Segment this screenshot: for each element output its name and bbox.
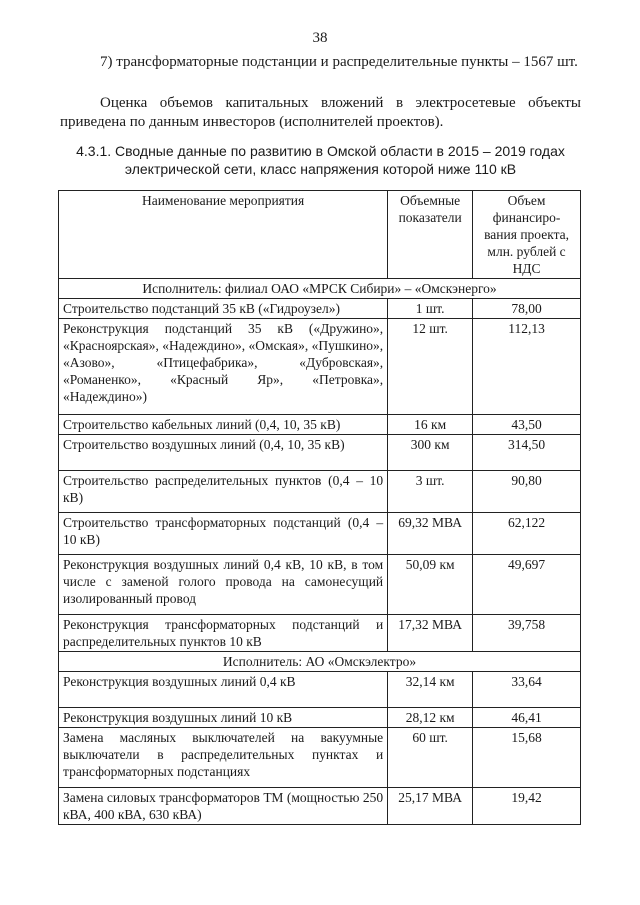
row-finance: 62,122 <box>473 513 581 555</box>
section-title: 4.3.1. Сводные данные по развитию в Омской области в 2015 – 2019 годах электрической сети, класс напряжения которой ниже 110 кВ <box>76 143 565 177</box>
table-row <box>59 788 581 825</box>
row-finance: 19,42 <box>473 788 581 825</box>
group-row <box>59 652 581 672</box>
row-name: Строительство воздушных линий (0,4, 10, 35 кВ) <box>59 435 388 471</box>
row-finance: 33,64 <box>473 672 581 708</box>
row-name: Строительство кабельных линий (0,4, 10, 35 кВ) <box>59 415 388 435</box>
row-name: Строительство трансформаторных подстанций (0,4 – 10 кВ) <box>59 513 388 555</box>
row-volume: 60 шт. <box>388 728 473 788</box>
table-row <box>59 513 581 555</box>
paragraph-substations-count: 7) трансформаторные подстанции и распределительные пункты – 1567 шт. <box>100 54 578 70</box>
row-volume: 12 шт. <box>388 319 473 415</box>
header-volume: Объемные показатели <box>388 191 473 279</box>
page-number: 38 <box>312 30 328 46</box>
row-name: Реконструкция трансформаторных подстанций и распределительных пунктов 10 кВ <box>59 615 388 652</box>
row-name: Строительство подстанций 35 кВ («Гидроузел») <box>59 299 388 319</box>
row-name: Строительство распределительных пунктов (0,4 – 10 кВ) <box>59 471 388 513</box>
table-row <box>59 672 581 708</box>
table-row <box>59 471 581 513</box>
row-volume: 1 шт. <box>388 299 473 319</box>
group-title: Исполнитель: филиал ОАО «МРСК Сибири» – «Омскэнерго» <box>59 279 581 299</box>
table-row <box>59 555 581 615</box>
paragraph-investment-note: Оценка объемов капитальных вложений в электросетевые объекты приведена по данным инвесторов (исполнителей проектов). <box>60 95 581 130</box>
row-finance: 90,80 <box>473 471 581 513</box>
table-header-row <box>59 191 581 279</box>
row-finance: 39,758 <box>473 615 581 652</box>
row-volume: 32,14 км <box>388 672 473 708</box>
row-finance: 49,697 <box>473 555 581 615</box>
table-row <box>59 435 581 471</box>
table-row <box>59 708 581 728</box>
row-volume: 16 км <box>388 415 473 435</box>
row-volume: 17,32 МВА <box>388 615 473 652</box>
row-name: Замена силовых трансформаторов ТМ (мощностью 250 кВА, 400 кВА, 630 кВА) <box>59 788 388 825</box>
row-volume: 3 шт. <box>388 471 473 513</box>
header-finance: Объем финансиро-вания проекта, млн. рублей с НДС <box>473 191 581 279</box>
row-finance: 46,41 <box>473 708 581 728</box>
row-finance: 43,50 <box>473 415 581 435</box>
row-volume: 28,12 км <box>388 708 473 728</box>
row-volume: 300 км <box>388 435 473 471</box>
row-finance: 78,00 <box>473 299 581 319</box>
group-row <box>59 279 581 299</box>
row-name: Реконструкция воздушных линий 0,4 кВ, 10 кВ, в том числе с заменой голого провода на самонесущий изолированный провод <box>59 555 388 615</box>
row-finance: 15,68 <box>473 728 581 788</box>
row-name: Реконструкция воздушных линий 10 кВ <box>59 708 388 728</box>
row-name: Замена масляных выключателей на вакуумные выключатели в распределительных пунктах и трансформаторных подстанциях <box>59 728 388 788</box>
table-row <box>59 615 581 652</box>
row-finance: 112,13 <box>473 319 581 415</box>
row-finance: 314,50 <box>473 435 581 471</box>
row-volume: 69,32 МВА <box>388 513 473 555</box>
header-name: Наименование мероприятия <box>59 191 388 279</box>
table-row <box>59 415 581 435</box>
development-table <box>58 190 581 825</box>
row-name: Реконструкция воздушных линий 0,4 кВ <box>59 672 388 708</box>
row-volume: 25,17 МВА <box>388 788 473 825</box>
table-row <box>59 299 581 319</box>
row-name: Реконструкция подстанций 35 кВ («Дружино», «Красноярская», «Надеждино», «Омская», «Пушкино», «Азово», «Птицефабрика», «Дубровская», «Романенко», «Красный Яр», «Петровка», «Надеждино») <box>59 319 388 415</box>
table-row <box>59 319 581 415</box>
group-title: Исполнитель: АО «Омскэлектро» <box>59 652 581 672</box>
table-row <box>59 728 581 788</box>
row-volume: 50,09 км <box>388 555 473 615</box>
